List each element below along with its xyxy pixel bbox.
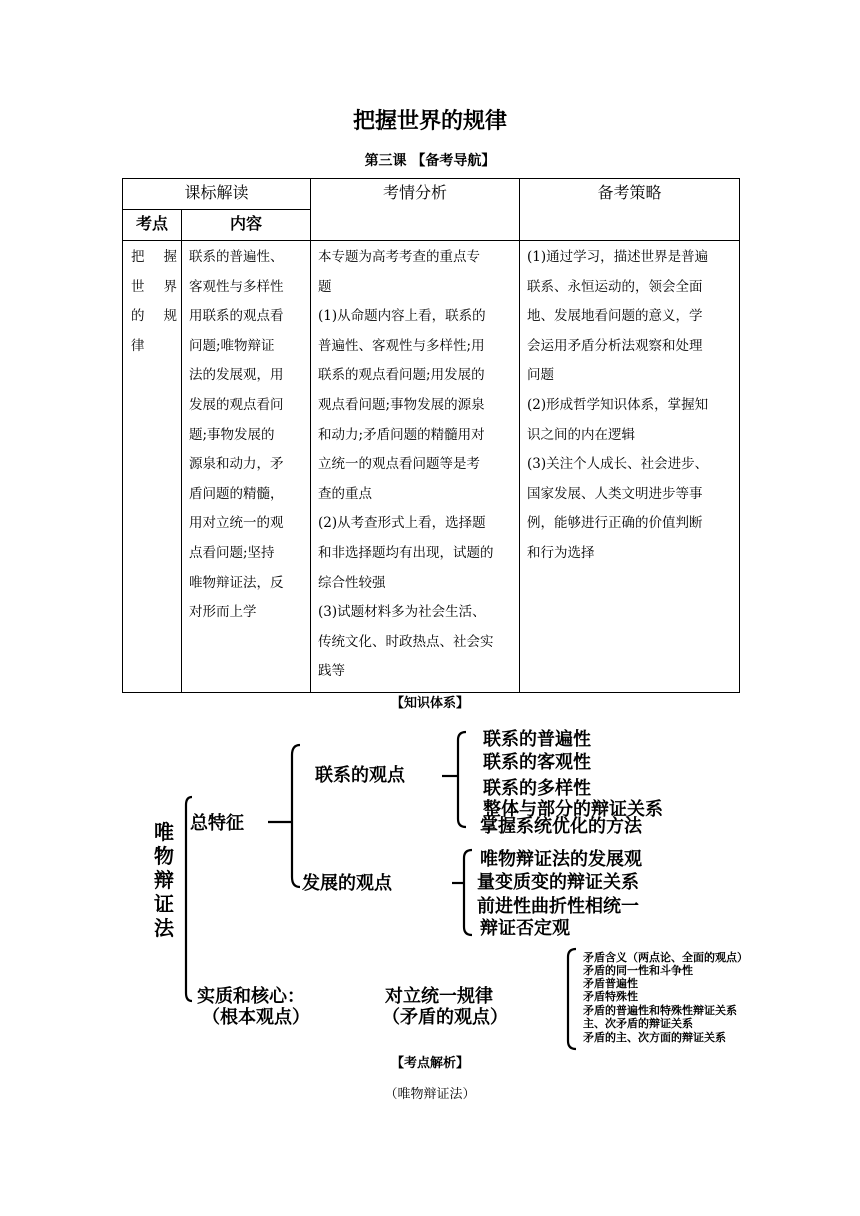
development-bracket [464, 850, 472, 935]
analysis-line: 普遍性、客观性与多样性;用 [318, 337, 485, 354]
development-item: 辩证否定观 [480, 918, 570, 939]
analysis-line: 传统文化、时政热点、社会实 [318, 633, 494, 650]
strategy-cell [520, 241, 740, 693]
contradiction-item: 矛盾的普遍性和特殊性辩证关系 [583, 1004, 737, 1017]
header-strategy: 备考策略 [520, 179, 740, 241]
diagram-root [154, 820, 175, 940]
connection-item: 联系的客观性 [483, 752, 591, 773]
analysis-line: 立统一的观点看问题等是考 [318, 456, 481, 473]
content-line: 用联系的观点看 [189, 308, 284, 325]
essence-sub: （根本观点） [202, 1007, 310, 1028]
contradiction-bracket [568, 949, 576, 1049]
analysis-line: 综合性较强 [318, 574, 386, 591]
kaodian-line: 的 规 [131, 308, 177, 325]
connection-item: 掌握系统优化的方法 [480, 816, 642, 837]
knowledge-diagram [140, 715, 840, 1055]
essence-node: 实质和核心： [197, 986, 305, 1007]
knowledge-system-label: 【知识体系】 [390, 696, 469, 711]
analysis-line: 和动力;矛盾问题的精髓用对 [318, 426, 485, 443]
analysis-label: 【考点解析】 [390, 1056, 469, 1071]
connection-item: 联系的普遍性 [483, 729, 591, 750]
development-item: 前进性曲折性相统一 [477, 896, 639, 917]
contradiction-items [583, 950, 748, 1044]
analysis-cell [311, 241, 520, 693]
connection-bracket [458, 732, 466, 827]
analysis-line: 查的重点 [318, 485, 373, 502]
analysis-line: (2)从考查形式上看，选择题 [318, 515, 486, 532]
content-line: 客观性与多样性 [189, 278, 284, 295]
header-analysis: 考情分析 [311, 179, 520, 241]
unity-sub: （矛盾的观点） [382, 1007, 508, 1028]
document-title: 把握世界的规律 [352, 109, 507, 134]
content-line: 发展的观点看问 [189, 396, 284, 413]
analysis-line: 联系的观点看问题;用发展的 [318, 367, 485, 384]
connection-items [480, 728, 663, 837]
content-cell [182, 241, 311, 693]
strategy-line: 联系、永恒运动的，领会全面 [527, 278, 703, 295]
content-line: 唯物辩证法，反 [189, 574, 284, 591]
content-line: 点看问题;坚持 [189, 544, 275, 561]
strategy-line: 和行为选择 [527, 544, 595, 561]
root-char: 物 [154, 844, 174, 868]
strategy-line: 地、发展地看问题的意义，学 [527, 308, 703, 325]
contradiction-item: 矛盾特殊性 [583, 990, 638, 1003]
root-char: 证 [154, 892, 174, 916]
content-line: 联系的普遍性、 [189, 249, 284, 265]
connection-item: 联系的多样性 [483, 778, 591, 799]
content-line: 源泉和动力，矛 [189, 456, 284, 473]
development-node: 发展的观点 [302, 873, 392, 894]
contradiction-item: 矛盾含义（两点论、全面的观点） [583, 951, 748, 964]
content-line: 题;事物发展的 [189, 426, 275, 443]
analysis-line: (1)从命题内容上看，联系的 [318, 308, 486, 325]
strategy-line: 例，能够进行正确的价值判断 [527, 515, 703, 532]
strategy-line: (1)通过学习，描述世界是普遍 [527, 249, 709, 265]
analysis-line: 践等 [318, 663, 346, 680]
development-item: 唯物辩证法的发展观 [480, 849, 642, 870]
root-char: 辩 [154, 868, 174, 892]
strategy-line: 问题 [527, 367, 555, 384]
root-char: 唯 [154, 820, 174, 844]
strategy-line: 识之间的内在逻辑 [527, 426, 636, 443]
content-line: 盾问题的精髓， [189, 485, 284, 502]
analysis-line: (3)试题材料多为社会生活、 [318, 604, 486, 621]
contradiction-item: 主、次矛盾的辩证关系 [583, 1017, 693, 1030]
strategy-line: 会运用矛盾分析法观察和处理 [527, 337, 703, 354]
analysis-line: 和非选择题均有出现，试题的 [318, 544, 494, 561]
strategy-line: (3)关注个人成长、社会进步、 [527, 456, 709, 473]
content-line: 法的发展观，用 [189, 367, 284, 384]
development-items [477, 848, 642, 939]
connection-item: 整体与部分的辩证关系 [483, 799, 663, 820]
exam-guide-table [122, 178, 740, 693]
root-char: 法 [154, 916, 174, 940]
contradiction-item: 矛盾普遍性 [583, 977, 638, 990]
kaodian-cell [123, 241, 182, 693]
kaodian-line: 律 [131, 337, 145, 354]
strategy-line: 国家发展、人类文明进步等事 [527, 485, 703, 502]
content-line: 对形而上学 [189, 604, 257, 621]
kaodian-line: 把 握 [131, 249, 177, 265]
lesson-subtitle: 第三课 【备考导航】 [364, 153, 496, 169]
analysis-line: 观点看问题;事物发展的源泉 [318, 396, 485, 413]
development-item: 量变质变的辩证关系 [477, 872, 639, 893]
content-line: 问题;唯物辩证 [189, 337, 275, 354]
connection-node: 联系的观点 [315, 765, 405, 786]
unity-node: 对立统一规律 [385, 986, 493, 1007]
contradiction-item: 矛盾的同一性和斗争性 [583, 964, 693, 977]
strategy-line: (2)形成哲学知识体系，掌握知 [527, 396, 709, 413]
analysis-line: 本专题为高考考查的重点专 [318, 249, 481, 265]
header-curriculum: 课标解读 [123, 179, 311, 210]
general-bracket [292, 745, 300, 887]
general-node: 总特征 [190, 813, 244, 834]
contradiction-item: 矛盾的主、次方面的辩证关系 [583, 1031, 726, 1044]
kaodian-line: 世 界 [131, 278, 177, 295]
header-content: 内容 [182, 210, 311, 241]
content-line: 用对立统一的观 [189, 515, 284, 532]
analysis-line: 题 [318, 278, 332, 295]
section-subtitle: （唯物辩证法） [384, 1087, 476, 1102]
header-kaodian: 考点 [123, 210, 182, 241]
